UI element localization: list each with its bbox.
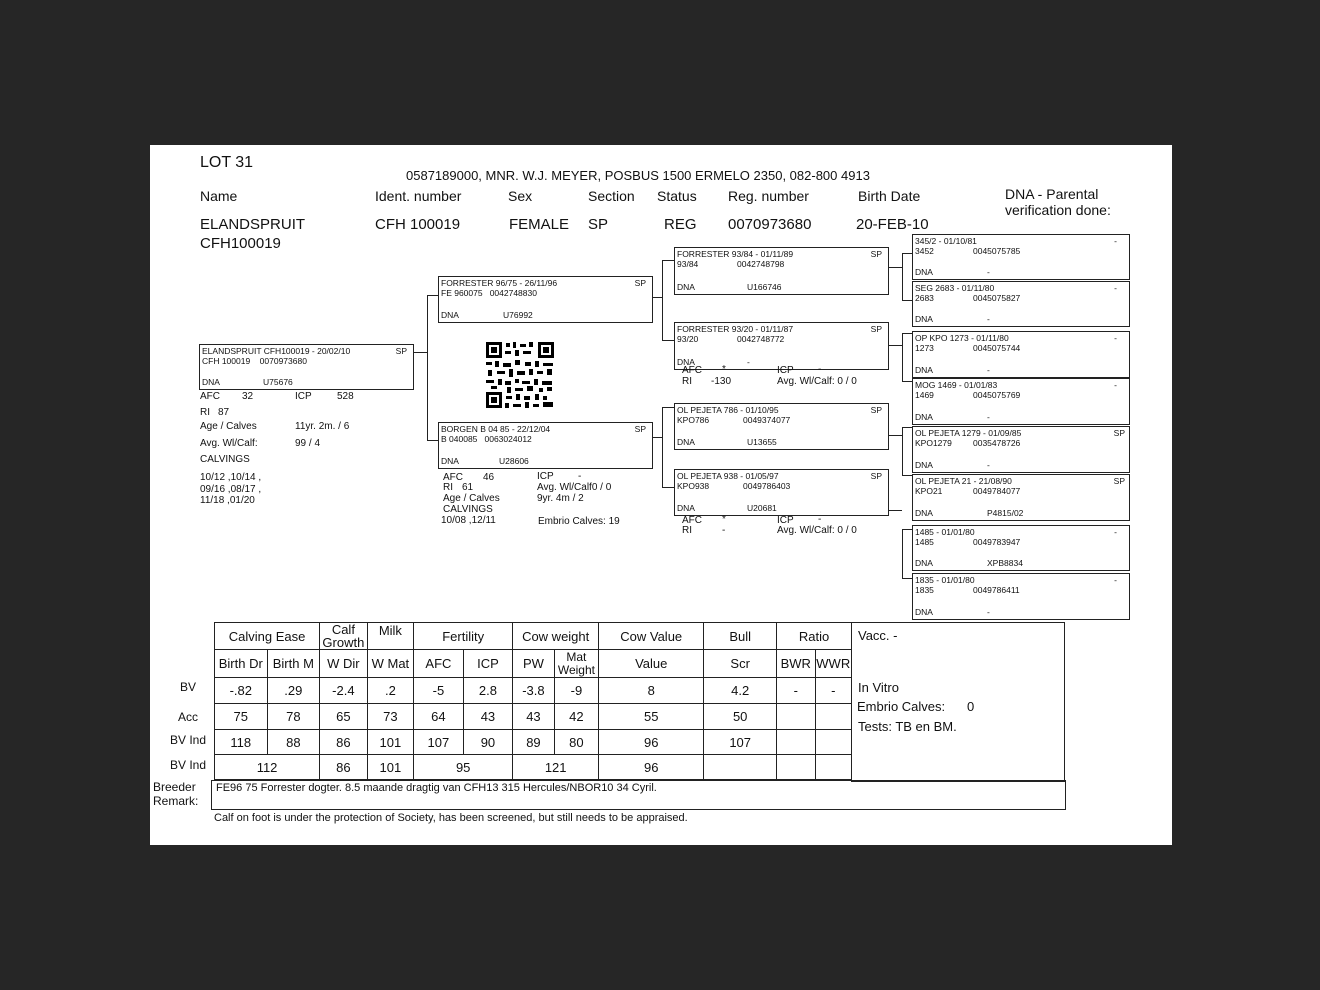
gp-icp-label: ICP xyxy=(777,515,794,526)
great-grandparent-box: OP KPO 1273 - 01/11/80 - 1273 0045075744 DNA - xyxy=(912,331,1130,378)
animal-status: REG xyxy=(664,216,697,233)
gp-ri-label: RI xyxy=(682,376,692,387)
acc-cell: 43 xyxy=(513,704,554,730)
header-section: Section xyxy=(588,188,635,204)
bvind2-cell: 95 xyxy=(414,755,513,780)
embrio-calves-label: Embrio Calves: xyxy=(857,699,946,714)
dam-age-label: Age / Calves xyxy=(443,493,500,504)
grandparent-box: FORRESTER 93/84 - 01/11/89 SP 93/84 0042748798 DNA U166746 xyxy=(674,247,889,295)
bvind2-cell: 101 xyxy=(367,755,414,780)
group-cow-weight: Cow weight xyxy=(513,623,599,650)
dam-icp-label: ICP xyxy=(537,471,554,482)
acc-cell: 65 xyxy=(320,704,368,730)
animal-section: SP xyxy=(588,216,609,233)
header-ident: Ident. number xyxy=(375,188,462,204)
footer-note: Calf on foot is under the protection of Society, has been screened, but still needs to be appraised. xyxy=(214,812,688,824)
dam-pedigree-box: BORGEN B 04 85 - 22/12/04 SP B 040085 0063024012 DNA U28606 xyxy=(438,422,653,469)
sub-header: Mat Weight xyxy=(554,650,598,678)
bv-cell: -3.8 xyxy=(513,678,554,704)
animal-ident: CFH 100019 xyxy=(375,216,461,233)
gp-afc: * xyxy=(722,514,726,525)
dam-calvings: 10/08 ,12/11 xyxy=(441,515,496,526)
subject-icp: 528 xyxy=(337,391,354,402)
subject-icp-label: ICP xyxy=(295,391,312,402)
subject-pedigree-box: ELANDSPRUIT CFH100019 - 20/02/10 SP CFH 100019 0070973680 DNA U75676 xyxy=(199,344,414,390)
bvind-cell: 86 xyxy=(320,730,368,755)
bvind-cell xyxy=(777,730,815,755)
subject-ri-label: RI xyxy=(200,407,210,418)
gp-icp: - xyxy=(818,514,822,525)
bvind-cell: 90 xyxy=(463,730,513,755)
breeder-remark-label: Breeder xyxy=(153,780,196,794)
sub-header: PW xyxy=(513,650,554,678)
bv-cell: .29 xyxy=(267,678,320,704)
dam-afc-label: AFC xyxy=(443,472,463,483)
bvind2-cell: 96 xyxy=(599,755,704,780)
great-grandparent-box: OL PEJETA 21 - 21/08/90 SP KPO21 0049784077 DNA P4815/02 xyxy=(912,474,1130,521)
bvind2-cell: 121 xyxy=(513,755,599,780)
bvind-cell: 88 xyxy=(267,730,320,755)
dam-icp: - xyxy=(578,471,582,482)
bvind-cell: 101 xyxy=(367,730,414,755)
gp-icp: - xyxy=(818,364,822,375)
subject-age: 11yr. 2m. / 6 xyxy=(295,421,350,432)
bv-cell: -5 xyxy=(414,678,464,704)
header-dna-2: verification done: xyxy=(1005,202,1111,218)
breeder-remark-label-2: Remark: xyxy=(153,794,199,808)
acc-cell: 73 xyxy=(367,704,414,730)
animal-name-2: CFH100019 xyxy=(200,235,281,252)
dam-afc: 46 xyxy=(483,472,495,483)
grandparent-box: OL PEJETA 786 - 01/10/95 SP KPO786 0049374077 DNA U13655 xyxy=(674,403,889,450)
dam-calvings-label: CALVINGS xyxy=(443,504,493,515)
qr-code-icon xyxy=(485,341,555,409)
row-label-bv-ind-2: BV Ind xyxy=(169,758,207,772)
sub-header: W Mat xyxy=(367,650,414,678)
grandparent-box: FORRESTER 93/20 - 01/11/87 SP 93/20 0042748772 DNA - xyxy=(674,322,889,370)
great-grandparent-box: 1485 - 01/01/80 - 1485 0049783947 DNA XPB8834 xyxy=(912,525,1130,571)
header-status: Status xyxy=(657,188,697,204)
group-calf-growth: Calf Growth xyxy=(320,623,368,650)
bv-cell: - xyxy=(815,678,852,704)
group-cow-value: Cow Value xyxy=(599,623,704,650)
bvind-cell: 80 xyxy=(554,730,598,755)
group-milk: Milk xyxy=(367,623,414,650)
bv-cell: - xyxy=(777,678,815,704)
bv-cell: -.82 xyxy=(215,678,268,704)
dam-ri-label: RI xyxy=(443,482,453,493)
great-grandparent-box: OL PEJETA 1279 - 01/09/85 SP KPO1279 0035478726 DNA - xyxy=(912,426,1130,473)
subject-calvings-1: 10/12 ,10/14 , xyxy=(200,472,262,483)
great-grandparent-box: SEG 2683 - 01/11/80 - 2683 0045075827 DNA - xyxy=(912,281,1130,327)
acc-cell: 42 xyxy=(554,704,598,730)
dam-age: 9yr. 4m / 2 xyxy=(537,493,584,504)
gp-ri: - xyxy=(722,525,726,536)
acc-cell: 43 xyxy=(463,704,513,730)
sub-header: BWR xyxy=(777,650,815,678)
group-bull: Bull xyxy=(704,623,777,650)
bv-cell: -9 xyxy=(554,678,598,704)
bv-cell: -2.4 xyxy=(320,678,368,704)
header-name: Name xyxy=(200,188,238,204)
gp-afc-label: AFC xyxy=(682,515,702,526)
acc-cell xyxy=(815,704,852,730)
bvind-cell: 107 xyxy=(704,730,777,755)
gp-icp-label: ICP xyxy=(777,365,794,376)
subject-calvings-3: 11/18 ,01/20 xyxy=(200,495,255,506)
acc-cell: 64 xyxy=(414,704,464,730)
subject-avg: 99 / 4 xyxy=(295,438,321,449)
owner-line: 0587189000, MNR. W.J. MEYER, POSBUS 1500 ERMELO 2350, 082-800 4913 xyxy=(406,168,870,183)
animal-reg: 0070973680 xyxy=(728,216,812,233)
animal-sex: FEMALE xyxy=(509,216,570,233)
gp-avg: Avg. Wl/Calf: 0 / 0 xyxy=(777,376,857,387)
breeder-remark-text: FE96 75 Forrester dogter. 8.5 maande dragtig van CFH13 315 Hercules/NBOR10 34 Cyril. xyxy=(216,782,657,794)
group-calving-ease: Calving Ease xyxy=(215,623,320,650)
acc-cell: 78 xyxy=(267,704,320,730)
sire-pedigree-box: FORRESTER 96/75 - 26/11/96 SP FE 960075 0042748830 DNA U76992 xyxy=(438,276,653,323)
subject-calvings-2: 09/16 ,08/17 , xyxy=(200,484,262,495)
gp-ri: -130 xyxy=(711,376,732,387)
dam-embrio-calves: Embrio Calves: 19 xyxy=(538,516,620,527)
subject-age-label: Age / Calves xyxy=(200,421,257,432)
sub-header: Value xyxy=(599,650,704,678)
tests-text: Tests: TB en BM. xyxy=(858,719,957,734)
row-label-bv: BV xyxy=(179,680,196,694)
sub-header: W Dir xyxy=(320,650,368,678)
gp-avg: Avg. Wl/Calf: 0 / 0 xyxy=(777,525,857,536)
row-label-bv-ind: BV Ind xyxy=(169,733,207,747)
bv-cell: 2.8 xyxy=(463,678,513,704)
lot-number: LOT 31 xyxy=(200,154,254,171)
bvind-cell xyxy=(815,730,852,755)
dam-ri: 61 xyxy=(462,482,474,493)
bvind2-cell: 86 xyxy=(320,755,368,780)
gp-afc-label: AFC xyxy=(682,365,702,376)
sub-header: Birth M xyxy=(267,650,320,678)
acc-cell xyxy=(777,704,815,730)
bv-cell: 8 xyxy=(599,678,704,704)
pedigree-sheet xyxy=(150,145,1172,845)
in-vitro-text: In Vitro xyxy=(858,680,899,695)
sub-header: WWR xyxy=(815,650,852,678)
bvind-cell: 118 xyxy=(215,730,268,755)
dam-avg: Avg. Wl/Calf0 / 0 xyxy=(537,482,612,493)
great-grandparent-box: 345/2 - 01/10/81 - 3452 0045075785 DNA - xyxy=(912,234,1130,280)
great-grandparent-box: MOG 1469 - 01/01/83 - 1469 0045075769 DNA - xyxy=(912,378,1130,425)
acc-cell: 55 xyxy=(599,704,704,730)
subject-ri: 87 xyxy=(218,407,230,418)
header-birth: Birth Date xyxy=(858,188,921,204)
breeding-values-table xyxy=(214,622,852,780)
bvind2-cell: 112 xyxy=(215,755,320,780)
subject-avg-label: Avg. Wl/Calf: xyxy=(200,438,258,449)
bvind-cell: 89 xyxy=(513,730,554,755)
header-sex: Sex xyxy=(508,188,533,204)
bvind-cell: 96 xyxy=(599,730,704,755)
subject-afc: 32 xyxy=(242,391,254,402)
acc-cell: 75 xyxy=(215,704,268,730)
acc-cell: 50 xyxy=(704,704,777,730)
gp-afc: * xyxy=(722,364,726,375)
sub-header: AFC xyxy=(414,650,464,678)
bv-cell: .2 xyxy=(367,678,414,704)
bvind-cell: 107 xyxy=(414,730,464,755)
breeder-remark-box xyxy=(211,780,1066,810)
vaccination-text: Vacc. - xyxy=(858,628,898,643)
group-ratio: Ratio xyxy=(777,623,852,650)
subject-afc-label: AFC xyxy=(200,391,220,402)
gp-ri-label: RI xyxy=(682,525,692,536)
group-fertility: Fertility xyxy=(414,623,513,650)
embrio-calves-value: 0 xyxy=(967,699,975,714)
header-reg: Reg. number xyxy=(728,188,809,204)
sub-header: Birth Dr xyxy=(215,650,268,678)
animal-name: ELANDSPRUIT xyxy=(200,216,306,233)
bv-cell: 4.2 xyxy=(704,678,777,704)
subject-calvings-label: CALVINGS xyxy=(200,454,250,465)
great-grandparent-box: 1835 - 01/01/80 - 1835 0049786411 DNA - xyxy=(912,573,1130,620)
sub-header: Scr xyxy=(704,650,777,678)
animal-birth: 20-FEB-10 xyxy=(856,216,929,233)
header-dna: DNA - Parental xyxy=(1005,186,1099,202)
row-label-acc: Acc xyxy=(177,710,198,724)
grandparent-box: OL PEJETA 938 - 01/05/97 SP KPO938 0049786403 DNA U20681 xyxy=(674,469,889,516)
sub-header: ICP xyxy=(463,650,513,678)
